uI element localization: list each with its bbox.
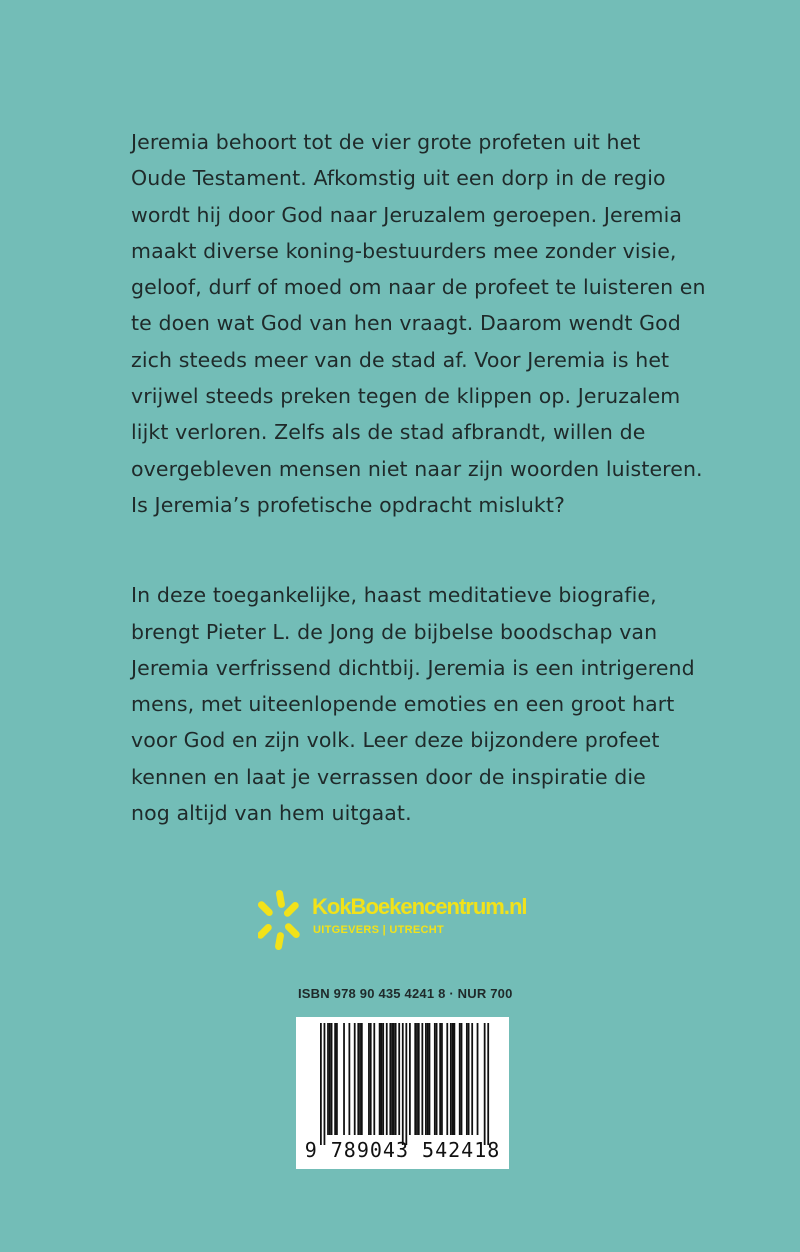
kokboekencentrum-logo-icon [258,890,302,952]
barcode-bar [439,1023,441,1135]
barcode-bar [461,1023,463,1135]
barcode-bar [484,1023,486,1145]
blurb-line: overgebleven mensen niet naar zijn woorden luisteren. [131,456,703,481]
blurb-line: geloof, durf of moed om naar de profeet te luisteren en [131,275,706,300]
barcode-bar [382,1023,384,1135]
barcode-bar [459,1023,461,1135]
barcode-bar [471,1023,473,1135]
barcode-bar [450,1023,452,1135]
barcode-bar [416,1023,418,1135]
barcode-bar [421,1023,423,1135]
barcode-bar [373,1023,375,1135]
back-cover-blurb [131,124,706,885]
barcode-bar [466,1023,468,1135]
barcode-bar [452,1023,454,1135]
blurb-line: Is Jeremia’s profetische opdracht mislukt? [131,492,565,517]
blurb-line: zich steeds meer van de stad af. Voor Jeremia is het [131,347,670,372]
blurb-line: lijkt verloren. Zelfs als de stad afbrandt, willen de [131,420,646,445]
barcode-bar [324,1023,326,1145]
barcode-bar [334,1023,336,1135]
barcode-bar [436,1023,438,1135]
barcode-bar [409,1023,411,1135]
barcode-bar [389,1023,391,1135]
isbn-nur-line: ISBN 978 90 435 4241 8 · NUR 700 [298,986,513,1001]
barcode-bar [386,1023,388,1135]
barcode-bar [477,1023,479,1135]
blurb-line: mens, met uiteenlopende emoties en een groot hart [131,692,675,717]
barcode-bar [359,1023,361,1135]
barcode-bar [429,1023,431,1135]
blurb-line: Jeremia behoort tot de vier grote profeten uit het [131,130,641,154]
barcode-bar [405,1023,407,1145]
blurb-paragraph-2 [131,577,695,831]
barcode-bar [331,1023,333,1135]
barcode-bar [414,1023,416,1135]
barcode-bar [425,1023,427,1135]
barcode-bar [418,1023,420,1135]
blurb-line: voor God en zijn volk. Leer deze bijzondere profeet [131,728,660,753]
barcode-bar [398,1023,400,1135]
barcode-bar [354,1023,356,1135]
blurb-line: wordt hij door God naar Jeruzalem geroepen. Jeremia [131,202,683,227]
barcode-bar [370,1023,372,1135]
barcode-bar [446,1023,448,1135]
barcode-bar [441,1023,443,1135]
blurb-line: te doen wat God van hen vraagt. Daarom wendt God [131,311,681,336]
barcode-bar [395,1023,397,1135]
blurb-line: vrijwel steeds preken tegen de klippen op. Jeruzalem [131,384,681,409]
barcode-bar [434,1023,436,1135]
barcode-bar [361,1023,363,1135]
publisher-logo [258,890,578,952]
barcode-bar [381,1023,383,1135]
barcode-bar [379,1023,381,1135]
barcode-bar [336,1023,338,1135]
publisher-name: KokBoekencentrum.nl [312,894,527,919]
publisher-subtitle: UITGEVERS | UTRECHT [313,924,445,936]
barcode-bar [468,1023,470,1135]
barcode-bar [329,1023,331,1135]
barcode-bar [343,1023,345,1135]
barcode-bar [402,1023,404,1145]
blurb-line: maakt diverse koning-bestuurders mee zonder visie, [131,238,677,263]
barcode [296,1017,509,1169]
barcode-bar [391,1023,393,1135]
blurb-line: nog altijd van hem uitgaat. [131,801,412,826]
blurb-line: In deze toegankelijke, haast meditatieve biografie, [131,583,657,608]
blurb-line: kennen en laat je verrassen door de inspiratie die [131,764,646,789]
barcode-bar [454,1023,456,1135]
blurb-paragraph-1 [131,124,706,523]
barcode-digits: 9 789043 542418 [304,1138,501,1162]
barcode-bar [427,1023,429,1135]
blurb-line: Oude Testament. Afkomstig uit een dorp in de regio [131,166,666,191]
blurb-line: Jeremia verfrissend dichtbij. Jeremia is een intrigerend [131,655,695,680]
barcode-bar [357,1023,359,1135]
barcode-bar [393,1023,395,1135]
barcode-bar [320,1023,322,1145]
barcode-bar [368,1023,370,1135]
barcode-bar [348,1023,350,1135]
barcode-bar [327,1023,329,1135]
blurb-line: brengt Pieter L. de Jong de bijbelse boodschap van [131,619,658,644]
barcode-bar [487,1023,489,1145]
